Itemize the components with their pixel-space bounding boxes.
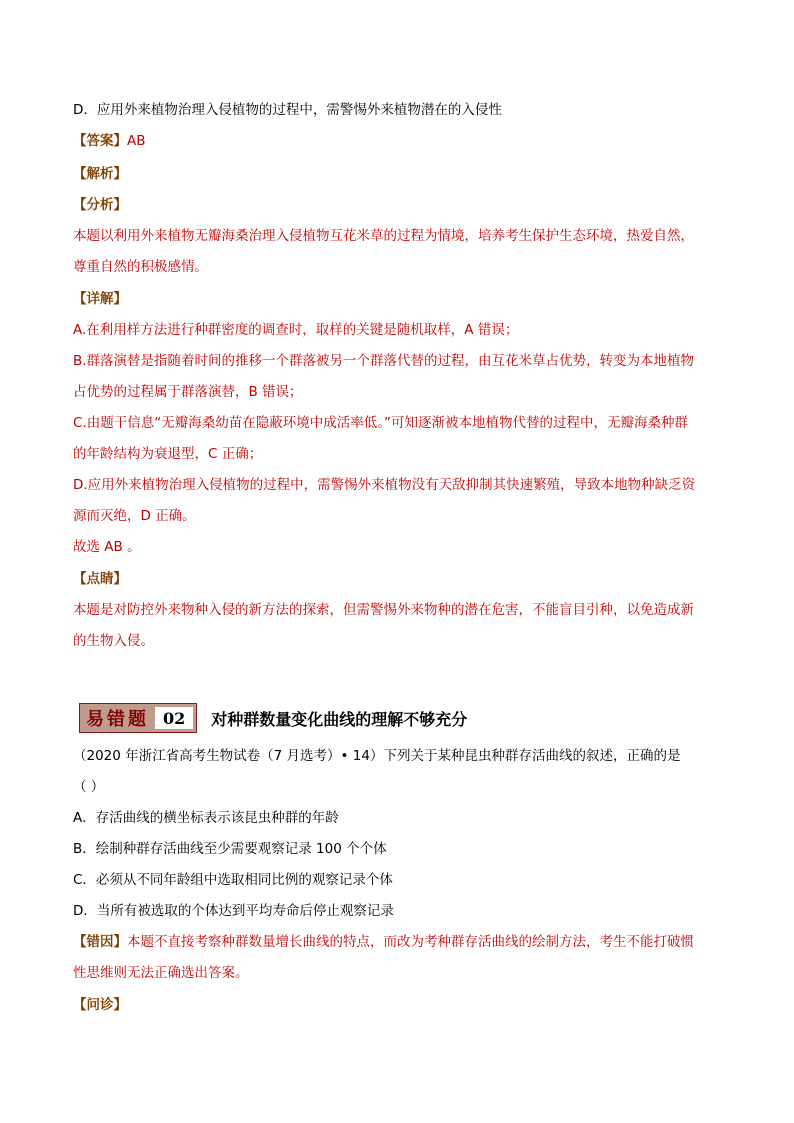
fenxi-header: 【分析】 [73,197,127,213]
cuoyin-text-1: 本题不直接考察种群数量增长曲线的特点，而改为考种群存活曲线的绘制方法，考生不能打破惯 [127,934,694,950]
option-d: D．应用外来植物治理入侵植物的过程中，需警惕外来植物潜在的入侵性 [73,102,502,118]
answer-value: AB [127,133,146,149]
analysis-header: 【解析】 [73,166,127,182]
banner-number: 02 [155,707,193,729]
detail-line-3: 占优势的过程属于群落演替，B 错误； [73,384,303,400]
question-option-b: B．绘制种群存活曲线至少需要观察记录 100 个个体 [73,841,387,857]
answer-line [73,131,146,151]
cuoyin-header: 【错因】 [73,934,127,950]
question-option-d: D．当所有被选取的个体达到平均寿命后停止观察记录 [73,903,394,919]
detail-line-2: B.群落演替是指随着时间的推移一个群落被另一个群落代替的过程，由互花米草占优势，转变为本地植物 [73,353,695,369]
dianjing-line-2: 的生物入侵。 [73,633,154,649]
detail-line-6: D.应用外来植物治理入侵植物的过程中，需警惕外来植物没有天敌抑制其快速繁殖，导致本地物种缺乏资 [73,477,696,493]
wenzhen-header: 【问诊】 [73,997,127,1013]
detail-line-8: 故选 AB 。 [73,539,141,555]
question-source: （2020 年浙江省高考生物试卷（7 月选考）• 14）下列关于某种昆虫种群存活曲线的叙述，正确的是 [73,748,681,764]
banner-label: 易错题 [86,709,149,730]
fenxi-line-1: 本题以利用外来植物无瓣海桑治理入侵植物互花米草的过程为情境，培养考生保护生态环境，热爱自然， [73,228,694,244]
banner-tag [79,703,197,733]
banner-title: 对种群数量变化曲线的理解不够充分 [211,709,468,729]
cuoyin-line-1 [73,932,694,952]
question-option-c: C．必须从不同年龄组中选取相同比例的观察记录个体 [73,872,393,888]
dianjing-line-1: 本题是对防控外来物种入侵的新方法的探索，但需警惕外来物种的潜在危害，不能盲目引种，以免造成新 [73,602,694,618]
error-banner [79,704,467,732]
detail-line-5: 的年龄结构为衰退型，C 正确； [73,446,263,462]
detail-line-7: 源而灭绝，D 正确。 [73,508,196,524]
fenxi-line-2: 尊重自然的积极感情。 [73,259,208,275]
detail-line-1: A.在利用样方法进行种群密度的调查时，取样的关键是随机取样，A 错误； [73,322,519,338]
dianjing-header: 【点睛】 [73,571,127,587]
detail-line-4: C.由题干信息“无瓣海桑幼苗在隐蔽环境中成活率低。”可知逐渐被本地植物代替的过程中，无瓣海桑种群 [73,415,688,431]
answer-header: 【答案】 [73,133,127,149]
detail-header: 【详解】 [73,291,127,307]
question-option-a: A．存活曲线的横坐标表示该昆虫种群的年龄 [73,810,339,826]
cuoyin-line-2: 性思维则无法正确选出答案。 [73,965,249,981]
question-blank: （ ） [73,779,105,795]
